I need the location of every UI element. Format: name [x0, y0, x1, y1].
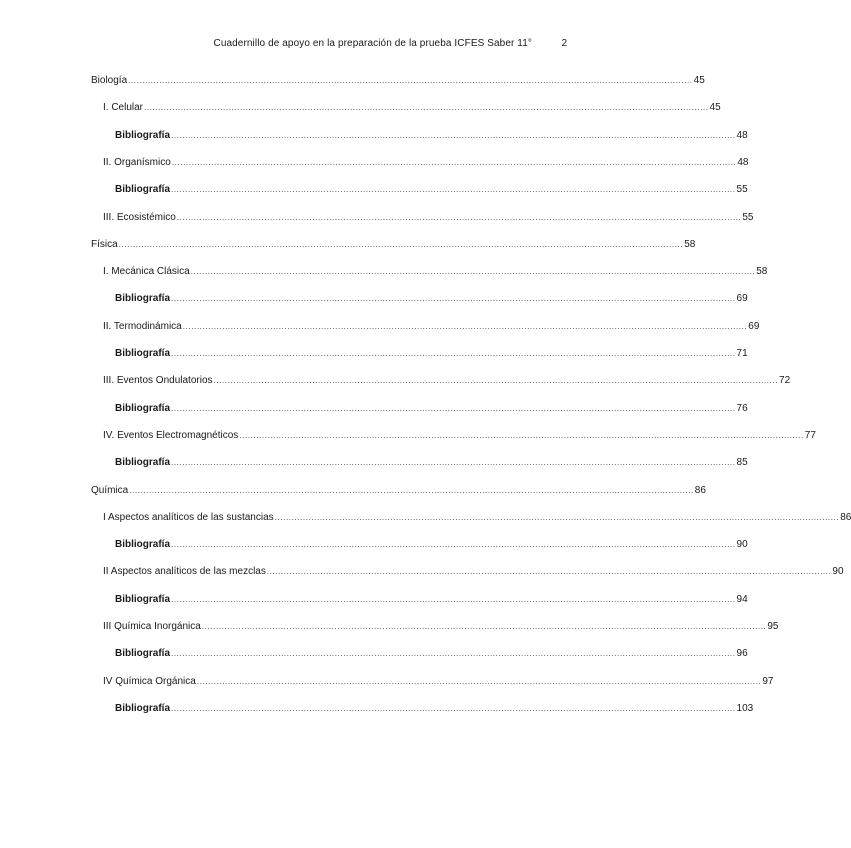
toc-entry-subsection[interactable]	[103, 566, 844, 582]
document-title: Cuadernillo de apoyo en la preparación de la prueba ICFES Saber 11°	[213, 38, 532, 49]
toc-entry-label: IV. Eventos Electromagnéticos	[103, 429, 239, 441]
toc-entry-subsection[interactable]	[103, 429, 816, 446]
toc-entry-label: Bibliografía	[115, 129, 171, 141]
toc-entry-page: 58	[756, 266, 768, 278]
toc-entry-label: Bibliografía	[115, 402, 171, 414]
dot-leader: ........................................................................................................................................................................................................	[171, 130, 736, 140]
dot-leader: ........................................................................................................................................................................................................	[274, 512, 840, 522]
toc-entry-page: 76	[736, 402, 748, 414]
toc-entry-page: 69	[736, 293, 748, 305]
dot-leader: ........................................................................................................................................................................................................	[176, 212, 742, 222]
dot-leader: ........................................................................................................................................................................................................	[239, 430, 804, 440]
dot-leader: ........................................................................................................................................................................................................	[190, 267, 756, 277]
toc-entry-label: II. Organísmico	[103, 156, 171, 168]
dot-leader: ........................................................................................................................................................................................................	[213, 376, 779, 386]
toc-entry-label: Bibliografía	[115, 648, 171, 660]
toc-entry-label: II. Termodinámica	[103, 320, 182, 332]
toc-entry-subsection[interactable]	[103, 320, 760, 337]
toc-entry-subsection[interactable]	[103, 675, 774, 692]
toc-entry-bibliography[interactable]	[115, 539, 748, 555]
toc-entry-page: 86	[840, 511, 851, 523]
toc-entry-page: 90	[832, 566, 844, 578]
toc-entry-bibliography[interactable]	[115, 402, 748, 419]
toc-entry-page: 97	[762, 675, 774, 687]
toc-entry-bibliography[interactable]	[115, 129, 748, 146]
toc-entry-page: 77	[804, 429, 816, 441]
toc-entry-page: 69	[748, 320, 760, 332]
toc-entry-section[interactable]	[91, 75, 705, 91]
dot-leader: ........................................................................................................................................................................................................	[171, 403, 736, 413]
toc-entry-page: 55	[736, 184, 748, 196]
dot-leader: ........................................................................................................................................................................................................	[171, 157, 737, 167]
toc-entry-page: 96	[736, 648, 748, 660]
dot-leader: ........................................................................................................................................................................................................	[118, 239, 684, 249]
toc-entry-label: Bibliografía	[115, 593, 171, 605]
toc-entry-page: 48	[737, 156, 749, 168]
toc-entry-label: III Química Inorgánica	[103, 621, 201, 632]
toc-entry-page: 71	[736, 348, 748, 359]
toc-entry-page: 90	[736, 539, 748, 551]
toc-entry-page: 45	[709, 102, 721, 114]
toc-entry-label: I. Mecánica Clásica	[103, 266, 190, 278]
toc-entry-section[interactable]	[91, 484, 706, 501]
toc-entry-subsection[interactable]	[103, 621, 779, 637]
page-number: 2	[561, 38, 567, 49]
toc-entry-label: III. Ecosistémico	[103, 211, 176, 223]
dot-leader: ........................................................................................................................................................................................................	[171, 349, 736, 358]
toc-entry-page: 103	[736, 702, 754, 714]
toc-entry-page: 58	[684, 238, 696, 250]
toc-entry-page: 85	[736, 457, 748, 469]
toc-entry-label: Bibliografía	[115, 539, 171, 551]
toc-entry-subsection[interactable]	[103, 266, 768, 282]
toc-entry-label: Bibliografía	[115, 702, 171, 714]
toc-entry-section[interactable]	[91, 238, 696, 255]
toc-entry-bibliography[interactable]	[115, 702, 754, 719]
dot-leader: ........................................................................................................................................................................................................	[171, 540, 736, 550]
dot-leader: ........................................................................................................................................................................................................	[171, 294, 736, 304]
toc-entry-label: I. Celular	[103, 102, 144, 114]
dot-leader: ........................................................................................................................................................................................................	[266, 567, 832, 577]
toc-entry-bibliography[interactable]	[115, 648, 748, 664]
dot-leader: ........................................................................................................................................................................................................	[144, 103, 709, 113]
toc-entry-page: 55	[742, 211, 754, 223]
toc-entry-label: Bibliografía	[115, 184, 171, 196]
dot-leader: ........................................................................................................................................................................................................	[196, 676, 762, 686]
toc-entry-page: 45	[693, 75, 705, 86]
toc-entry-subsection[interactable]	[103, 102, 721, 118]
dot-leader: ........................................................................................................................................................................................................	[171, 594, 736, 604]
dot-leader: ........................................................................................................................................................................................................	[171, 703, 736, 713]
toc-entry-label: Física	[91, 238, 118, 250]
toc-entry-label: IV Química Orgánica	[103, 675, 196, 687]
toc-entry-subsection[interactable]	[103, 211, 754, 228]
toc-entry-subsection[interactable]	[103, 375, 791, 391]
dot-leader: ........................................................................................................................................................................................................	[171, 649, 736, 659]
toc-entry-label: I Aspectos analíticos de las sustancias	[103, 511, 274, 523]
toc-entry-bibliography[interactable]	[115, 593, 748, 610]
toc-entry-label: Bibliografía	[115, 348, 171, 359]
toc-entry-label: Bibliografía	[115, 293, 171, 305]
toc-entry-page: 94	[736, 593, 748, 605]
dot-leader: ........................................................................................................................................................................................................	[128, 76, 693, 85]
dot-leader: ........................................................................................................................................................................................................	[182, 321, 748, 331]
toc-entry-subsection[interactable]	[103, 511, 851, 528]
dot-leader: ........................................................................................................................................................................................................	[129, 485, 694, 495]
toc-entry-bibliography[interactable]	[115, 457, 748, 473]
toc-entry-bibliography[interactable]	[115, 184, 748, 200]
dot-leader: ........................................................................................................................................................................................................	[201, 622, 767, 631]
toc-entry-bibliography[interactable]	[115, 293, 748, 309]
toc-entry-label: Bibliografía	[115, 457, 171, 469]
toc-entry-label: Química	[91, 484, 129, 496]
toc-entry-page: 95	[767, 621, 779, 632]
toc-entry-subsection[interactable]	[103, 156, 749, 173]
toc-entry-page: 48	[736, 129, 748, 141]
toc-entry-label: Biología	[91, 75, 128, 86]
dot-leader: ........................................................................................................................................................................................................	[171, 185, 736, 195]
toc-entry-page: 86	[694, 484, 706, 496]
dot-leader: ........................................................................................................................................................................................................	[171, 458, 736, 468]
toc-entry-label: II Aspectos analíticos de las mezclas	[103, 566, 266, 578]
toc-entry-page: 72	[779, 375, 791, 387]
page-header	[0, 38, 655, 54]
toc-entry-bibliography[interactable]	[115, 348, 748, 364]
toc-entry-label: III. Eventos Ondulatorios	[103, 375, 213, 387]
